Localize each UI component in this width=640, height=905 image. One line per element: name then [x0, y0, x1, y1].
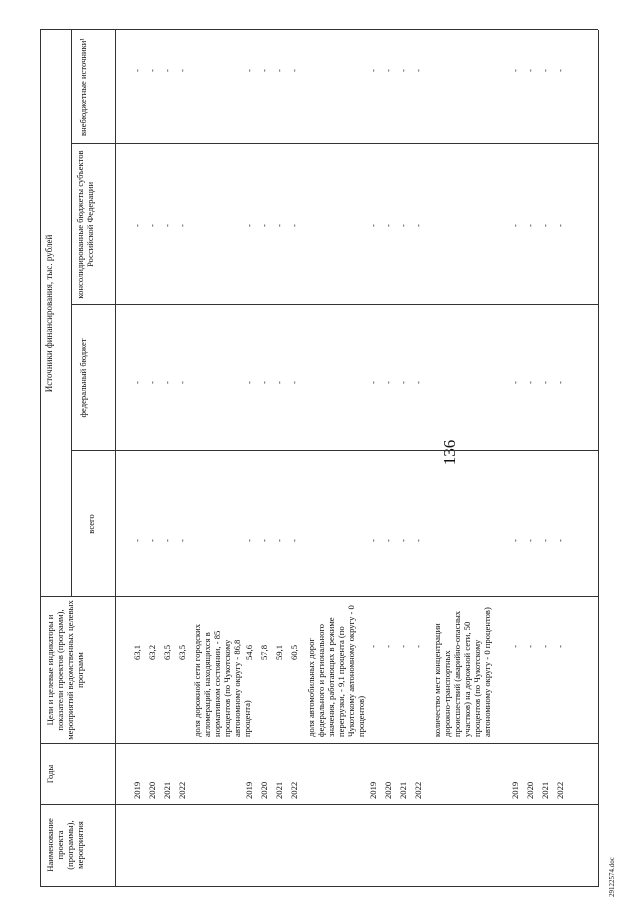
regional-value: - [259, 224, 269, 227]
extra-budget-value: - [259, 69, 269, 72]
federal-value: - [147, 381, 157, 384]
extra-budget-value: - [398, 69, 408, 72]
federal-value: - [413, 381, 423, 384]
total-value: - [177, 539, 187, 542]
indicator-description: доля дорожной сети городских агломераций, находящихся в нормативном состоянии, - 85 процентов (по Чукотскому автономному округу - 86,8 процента) [192, 623, 252, 737]
row-year: 2019 [244, 781, 254, 799]
regional-value: - [162, 224, 172, 227]
federal-value: - [244, 381, 254, 384]
column-divider [71, 304, 598, 305]
table-bottom-border [598, 30, 599, 887]
row-year: 2022 [413, 781, 423, 799]
regional-value: - [244, 224, 254, 227]
total-value: - [413, 539, 423, 542]
page-number: 136 [440, 439, 459, 466]
federal-value: - [162, 381, 172, 384]
indicator-value: - [525, 645, 535, 648]
extra-budget-value: - [132, 69, 142, 72]
total-value: - [274, 539, 284, 542]
extra-budget-value: - [555, 69, 565, 72]
regional-value: - [274, 224, 284, 227]
header-total: всего [86, 514, 96, 534]
total-value: - [162, 539, 172, 542]
federal-value: - [274, 381, 284, 384]
indicator-value: 63,1 [132, 645, 142, 661]
extra-budget-value: - [540, 69, 550, 72]
indicator-value: 63,5 [162, 645, 172, 661]
extra-budget-value: - [177, 69, 187, 72]
row-year: 2021 [540, 781, 550, 799]
column-divider [40, 743, 598, 744]
row-year: 2022 [289, 781, 299, 799]
header-federal: федеральный бюджет [78, 338, 88, 418]
total-value: - [555, 539, 565, 542]
table-left-border [40, 886, 598, 887]
total-value: - [510, 539, 520, 542]
row-year: 2021 [398, 781, 408, 799]
indicator-description: доля автомобильных дорог федерального и регионального значения, работающих в режиме перегрузки, - 9,1 процента (по Чукотскому автономному округу - 0 процентов) [306, 605, 366, 737]
total-value: - [244, 539, 254, 542]
document-filename: 29122574.doc [608, 857, 616, 897]
row-year: 2019 [368, 781, 378, 799]
row-year: 2019 [510, 781, 520, 799]
indicator-value: - [368, 645, 378, 648]
row-year: 2020 [259, 781, 269, 799]
total-value: - [259, 539, 269, 542]
indicator-value: 63,2 [147, 645, 157, 661]
regional-value: - [413, 224, 423, 227]
federal-value: - [177, 381, 187, 384]
indicator-value: 63,5 [177, 645, 187, 661]
indicator-description: количество мест концентрации дорожно-транспортных происшествий (аварийно-опасных участков) на дорожной сети, 50 процентов (по Чукотскому автономному округу - 0 процентов) [432, 607, 492, 737]
extra-budget-value: - [525, 69, 535, 72]
header-goals: Цели и целевые индикаторы и показатели проектов (программ), мероприятий ведомственных целевых программ [45, 600, 85, 740]
total-value: - [147, 539, 157, 542]
extra-budget-value: - [368, 69, 378, 72]
header-extra-budget: внебюджетные источники¹ [78, 38, 88, 136]
regional-value: - [289, 224, 299, 227]
federal-value: - [398, 381, 408, 384]
indicator-value: 59,1 [274, 645, 284, 661]
federal-value: - [259, 381, 269, 384]
row-year: 2020 [383, 781, 393, 799]
extra-budget-value: - [383, 69, 393, 72]
indicator-value: 60,5 [289, 645, 299, 661]
regional-value: - [510, 224, 520, 227]
regional-value: - [132, 224, 142, 227]
total-value: - [383, 539, 393, 542]
funding-table [40, 30, 598, 887]
federal-value: - [555, 381, 565, 384]
federal-value: - [368, 381, 378, 384]
federal-value: - [540, 381, 550, 384]
federal-value: - [383, 381, 393, 384]
extra-budget-value: - [413, 69, 423, 72]
header-years: Годы [45, 764, 55, 784]
column-divider [71, 450, 598, 451]
row-year: 2020 [525, 781, 535, 799]
header-bottom-border [115, 30, 116, 887]
column-divider [40, 804, 598, 805]
total-value: - [398, 539, 408, 542]
federal-value: - [132, 381, 142, 384]
total-value: - [525, 539, 535, 542]
column-divider [40, 596, 598, 597]
regional-value: - [383, 224, 393, 227]
regional-value: - [368, 224, 378, 227]
extra-budget-value: - [274, 69, 284, 72]
row-year: 2022 [555, 781, 565, 799]
header-funding-sources: Источники финансирования, тыс. рублей [44, 234, 54, 393]
row-year: 2021 [162, 781, 172, 799]
extra-budget-value: - [147, 69, 157, 72]
extra-budget-value: - [289, 69, 299, 72]
regional-value: - [147, 224, 157, 227]
total-value: - [368, 539, 378, 542]
regional-value: - [177, 224, 187, 227]
row-year: 2021 [274, 781, 284, 799]
header-project-name: Наименование проекта (программы), мероприятия [45, 818, 85, 872]
regional-value: - [555, 224, 565, 227]
header-regional: консолидированные бюджеты субъектов Российской Федерации [75, 150, 95, 299]
regional-value: - [398, 224, 408, 227]
extra-budget-value: - [162, 69, 172, 72]
extra-budget-value: - [510, 69, 520, 72]
indicator-value: - [510, 645, 520, 648]
table-right-border [40, 29, 598, 30]
funding-subheader-border [71, 30, 72, 597]
federal-value: - [289, 381, 299, 384]
table-top-border [40, 30, 41, 887]
federal-value: - [525, 381, 535, 384]
indicator-value: 54,6 [244, 645, 254, 661]
regional-value: - [540, 224, 550, 227]
indicator-value: - [555, 645, 565, 648]
indicator-value: - [540, 645, 550, 648]
regional-value: - [525, 224, 535, 227]
indicator-value: - [413, 645, 423, 648]
total-value: - [540, 539, 550, 542]
indicator-value: - [398, 645, 408, 648]
row-year: 2019 [132, 781, 142, 799]
federal-value: - [510, 381, 520, 384]
total-value: - [289, 539, 299, 542]
indicator-value: 57,8 [259, 645, 269, 661]
total-value: - [132, 539, 142, 542]
row-year: 2020 [147, 781, 157, 799]
extra-budget-value: - [244, 69, 254, 72]
indicator-value: - [383, 645, 393, 648]
column-divider [71, 143, 598, 144]
row-year: 2022 [177, 781, 187, 799]
